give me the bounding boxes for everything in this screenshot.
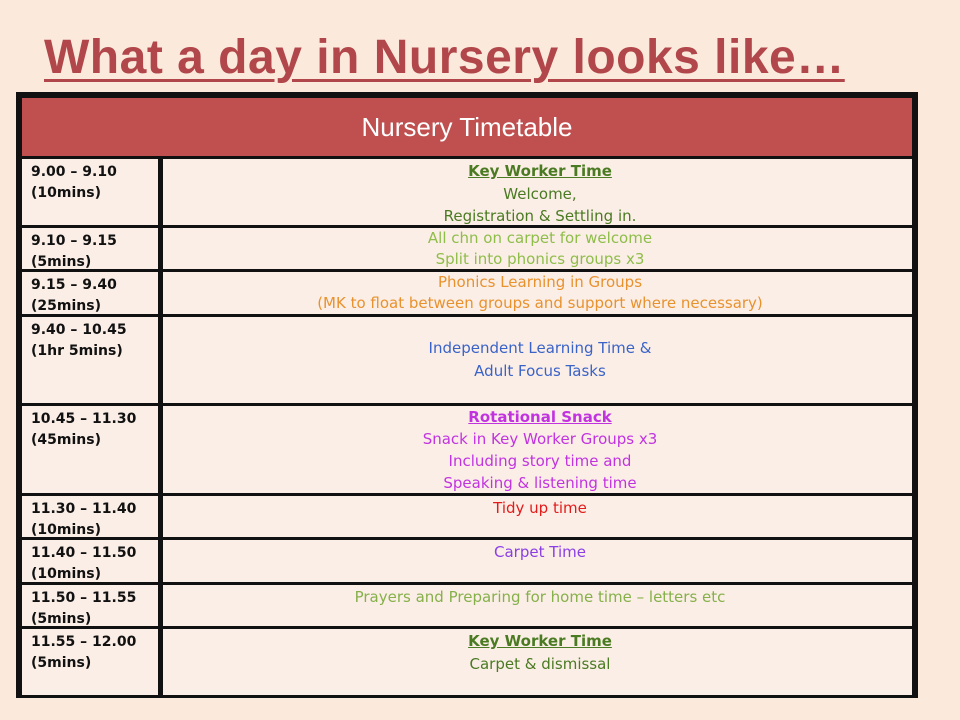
activity-line: Including story time and (448, 452, 632, 470)
time-duration: (10mins) (31, 566, 101, 582)
activity-line: Carpet Time (494, 543, 586, 561)
activity-line: Tidy up time (493, 499, 587, 517)
activity-line: Prayers and Preparing for home time – letters etc (354, 588, 726, 606)
time-duration: (25mins) (31, 298, 101, 314)
activity-line: Snack in Key Worker Groups x3 (422, 430, 658, 448)
activity-cell (168, 629, 912, 695)
time-cell (22, 629, 163, 695)
timetable-row (22, 228, 912, 269)
time-duration: (1hr 5mins) (31, 343, 123, 359)
activity-line: (MK to float between groups and support where necessary) (317, 294, 763, 312)
time-range: 9.40 – 10.45 (31, 322, 127, 338)
time-cell (22, 228, 163, 269)
time-cell (22, 159, 163, 225)
time-duration: (10mins) (31, 185, 101, 201)
activity-line: Carpet & dismissal (469, 654, 611, 673)
timetable-row (22, 540, 912, 582)
activity-cell (168, 496, 912, 537)
time-range: 10.45 – 11.30 (31, 411, 137, 427)
time-duration: (5mins) (31, 254, 92, 270)
time-cell (22, 272, 163, 314)
activity-line: Registration & Settling in. (443, 207, 637, 225)
time-range: 9.15 – 9.40 (31, 277, 117, 293)
activity-heading: Key Worker Time (468, 632, 612, 650)
timetable-row (22, 272, 912, 314)
time-duration: (10mins) (31, 522, 101, 538)
time-range: 11.55 – 12.00 (31, 634, 137, 650)
time-cell (22, 585, 163, 626)
activity-line: Adult Focus Tasks (474, 361, 606, 380)
activity-cell (168, 317, 912, 403)
timetable-row (22, 585, 912, 626)
timetable-row (22, 159, 912, 225)
activity-line: Welcome, (503, 184, 577, 203)
time-range: 9.10 – 9.15 (31, 233, 117, 249)
time-duration: (5mins) (31, 611, 92, 627)
time-duration: (5mins) (31, 655, 92, 671)
time-range: 11.40 – 11.50 (31, 545, 137, 561)
timetable-header: Nursery Timetable (22, 98, 912, 156)
activity-line: Speaking & listening time (443, 474, 637, 492)
timetable-row (22, 496, 912, 537)
activity-cell (168, 406, 912, 493)
activity-cell (168, 159, 912, 225)
activity-cell (168, 540, 912, 582)
timetable-row (22, 406, 912, 493)
activity-line: Phonics Learning in Groups (437, 273, 643, 291)
time-range: 11.30 – 11.40 (31, 501, 137, 517)
time-cell (22, 317, 163, 403)
time-range: 11.50 – 11.55 (31, 590, 137, 606)
activity-cell (168, 585, 912, 626)
time-cell (22, 540, 163, 582)
time-cell (22, 496, 163, 537)
activity-heading: Key Worker Time (468, 162, 612, 180)
timetable (16, 92, 918, 698)
activity-cell (168, 272, 912, 314)
activity-line: Split into phonics groups x3 (435, 250, 645, 268)
time-range: 9.00 – 9.10 (31, 164, 117, 180)
timetable-row (22, 629, 912, 695)
timetable-row (22, 317, 912, 403)
time-cell (22, 406, 163, 493)
activity-line: Independent Learning Time & (428, 339, 652, 357)
activity-heading: Rotational Snack (468, 408, 612, 426)
activity-line: All chn on carpet for welcome (427, 229, 653, 247)
time-duration: (45mins) (31, 432, 101, 448)
activity-cell (168, 228, 912, 269)
page-title: What a day in Nursery looks like… (44, 31, 845, 84)
